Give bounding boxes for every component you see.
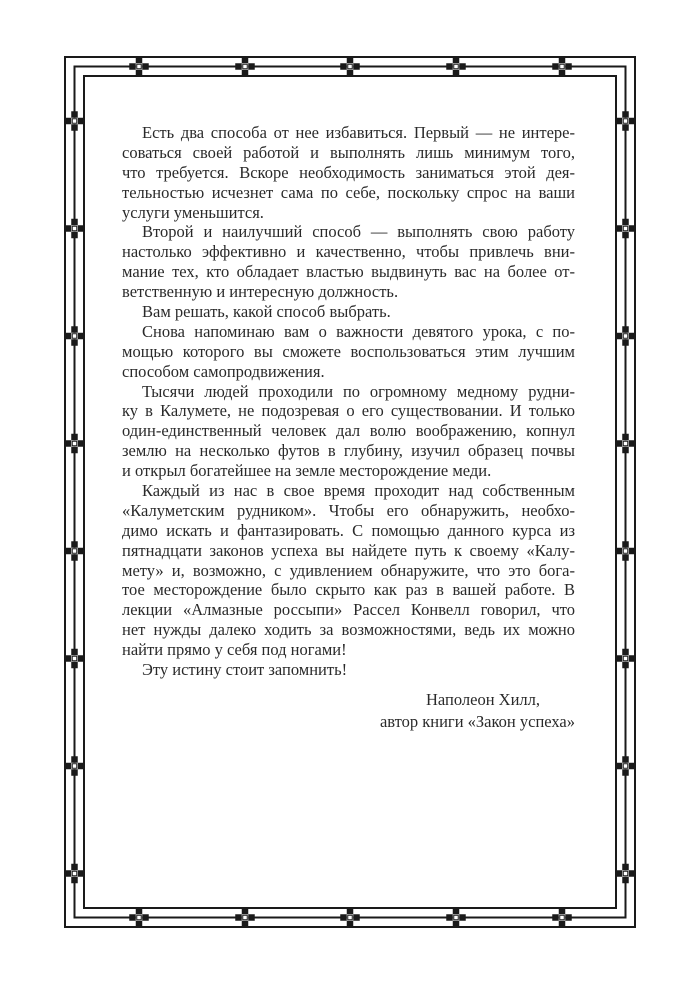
text-line: тое месторождение было скрыто как раз в вашей работе. В <box>122 580 575 600</box>
text-line: «Калуметским рудником». Чтобы его обнаружить, необхо- <box>122 500 575 520</box>
text-line: ку в Калумете, не подозревая о его существовании. И только <box>122 401 575 421</box>
border-knot-ornament <box>446 908 466 928</box>
text-line: пятнадцати законов успеха вы найдете путь к своему «Калу- <box>122 540 575 560</box>
border-knot-ornament <box>65 756 85 776</box>
border-knot-ornament <box>65 326 85 346</box>
text-line: лекции «Алмазные россыпи» Рассел Конвелл говорил, что <box>122 600 575 620</box>
text-line: один-единственный человек дал волю воображению, копнул <box>122 421 575 441</box>
text-line: землю на несколько футов в глубину, изучил образец почвы <box>122 441 575 461</box>
text-line: Вам решать, какой способ выбрать. <box>142 302 391 322</box>
signature-title: автор книги «Закон успеха» <box>379 712 575 731</box>
border-knot-ornament <box>235 908 255 928</box>
text-line: соваться своей работой и выполнять лишь минимум того, <box>122 142 575 162</box>
text-line: мание тех, кто обладает властью выдвинуть вас на более от- <box>122 262 575 282</box>
border-knot-ornament <box>616 756 636 776</box>
border-knot-ornament <box>552 908 572 928</box>
text-line: способом самопродвижения. <box>122 361 325 381</box>
text-line: Каждый из нас в свое время проходит над собственным <box>142 481 575 501</box>
border-knot-ornament <box>65 649 85 669</box>
border-knot-ornament <box>129 908 149 928</box>
border-knot-ornament <box>65 864 85 884</box>
text-line: Тысячи людей проходили по огромному медному рудни- <box>142 381 575 401</box>
text-line: нет нужды далеко ходить за возможностями, ведь их можно <box>122 620 575 640</box>
border-knot-ornament <box>552 57 572 77</box>
border-knot-ornament <box>616 111 636 131</box>
body-text <box>122 123 575 680</box>
text-line: найти прямо у себя под ногами! <box>122 640 347 660</box>
text-line: мету» и, возможно, с удивлением обнаружите, что это бога- <box>122 560 575 580</box>
border-knot-ornament <box>616 864 636 884</box>
border-knot-ornament <box>65 219 85 239</box>
text-line: и открыл богатейшее на земле месторождение меди. <box>122 461 492 481</box>
border-knot-ornament <box>65 434 85 454</box>
border-knot-ornament <box>129 57 149 77</box>
border-knot-ornament <box>446 57 466 77</box>
border-knot-ornament <box>65 111 85 131</box>
text-line: Снова напоминаю вам о важности девятого урока, с по- <box>142 321 575 341</box>
text-line: Есть два способа от нее избавиться. Первый — не интере- <box>142 123 575 142</box>
border-knot-ornament <box>340 57 360 77</box>
border-knot-ornament <box>235 57 255 77</box>
text-line: услуги уменьшится. <box>122 202 264 222</box>
text-line: Второй и наилучший способ — выполнять свою работу <box>142 222 575 242</box>
border-knot-ornament <box>616 541 636 561</box>
text-line: Эту истину стоит запомнить! <box>142 660 348 680</box>
signature-author: Наполеон Хилл, <box>426 690 540 709</box>
text-line: мощью которого вы сможете воспользоваться этим лучшим <box>122 341 575 361</box>
border-knot-ornament <box>65 541 85 561</box>
border-knot-ornament <box>340 908 360 928</box>
text-line: настолько эффективно и качественно, чтобы привлечь вни- <box>122 242 575 262</box>
border-knot-ornament <box>616 326 636 346</box>
border-knot-ornament <box>616 649 636 669</box>
text-line: что требуется. Вскоре необходимость заниматься этой дея- <box>122 162 575 182</box>
border-knot-ornament <box>616 434 636 454</box>
text-line: ветственную и интересную должность. <box>122 282 399 302</box>
text-line: димо искать и фантазировать. С помощью данного курса из <box>122 520 575 540</box>
border-knot-ornament <box>616 219 636 239</box>
text-line: тельностью исчезнет сама по себе, поскольку спрос на ваши <box>122 182 575 202</box>
